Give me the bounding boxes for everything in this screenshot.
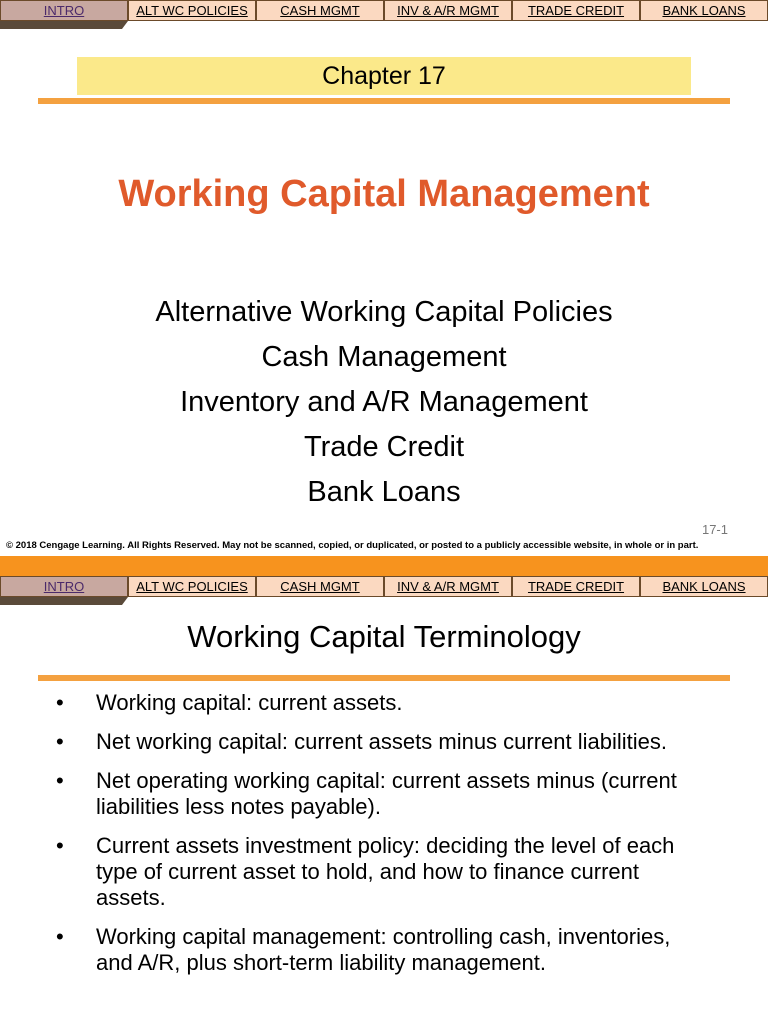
slide-number: 17-1 [701,522,728,537]
nav-tab-inv-ar-mgmt[interactable]: INV & A/R MGMT [384,0,512,21]
nav-tab-cash-mgmt[interactable]: CASH MGMT [256,576,384,597]
page-title: Working Capital Management [118,173,650,215]
bullet-text: Current assets investment policy: deciding the level of each type of current asset to hold, and how to finance current assets. [96,833,675,910]
nav-tab-bank-loans[interactable]: BANK LOANS [640,576,768,597]
bullet-icon: • [56,690,64,715]
title-underline [38,98,730,104]
nav-tab-alt-wc-policies[interactable]: ALT WC POLICIES [128,576,256,597]
slide-2 [0,576,768,1024]
slide-separator [0,556,768,576]
nav-bar [0,576,768,598]
topic-item: Bank Loans [307,476,461,508]
bullet-icon: • [56,833,64,858]
nav-tab-trade-credit[interactable]: TRADE CREDIT [512,576,640,597]
nav-tab-bank-loans[interactable]: BANK LOANS [640,0,768,21]
copyright-notice: © 2018 Cengage Learning. All Rights Reserved. May not be scanned, copied, or duplicated, or posted to a publicly accessible website, in whole or in part. [6,540,699,551]
nav-tab-shadow [0,21,128,31]
topic-item: Cash Management [261,341,507,373]
title-underline [38,675,730,681]
list-item [56,768,696,820]
chapter-label: Chapter 17 [77,57,691,95]
nav-tab-inv-ar-mgmt[interactable]: INV & A/R MGMT [384,576,512,597]
nav-tab-shadow [0,597,128,607]
nav-tab-intro[interactable]: INTRO [0,0,128,21]
bullet-icon: • [56,924,64,949]
topic-item: Trade Credit [303,431,465,463]
nav-tab-alt-wc-policies[interactable]: ALT WC POLICIES [128,0,256,21]
nav-tab-trade-credit[interactable]: TRADE CREDIT [512,0,640,21]
list-item [56,690,696,716]
bullet-icon: • [56,768,64,793]
topic-item: Inventory and A/R Management [180,386,588,418]
bullet-text: Net working capital: current assets minus current liabilities. [96,729,668,754]
bullet-text: Net operating working capital: current assets minus (current liabilities less notes payable). [96,768,677,819]
list-item [56,924,696,976]
list-item [56,833,696,911]
nav-tab-intro[interactable]: INTRO [0,576,128,597]
nav-tab-cash-mgmt[interactable]: CASH MGMT [256,0,384,21]
bullet-list [56,690,696,989]
bullet-icon: • [56,729,64,754]
topic-item: Alternative Working Capital Policies [155,296,613,328]
nav-bar [0,0,768,22]
bullet-text: Working capital: current assets. [96,690,403,715]
slide-title: Working Capital Terminology [187,619,581,654]
list-item [56,729,696,755]
topic-list [0,290,768,515]
bullet-text: Working capital management: controlling cash, inventories, and A/R, plus short-term liability management. [96,924,671,975]
